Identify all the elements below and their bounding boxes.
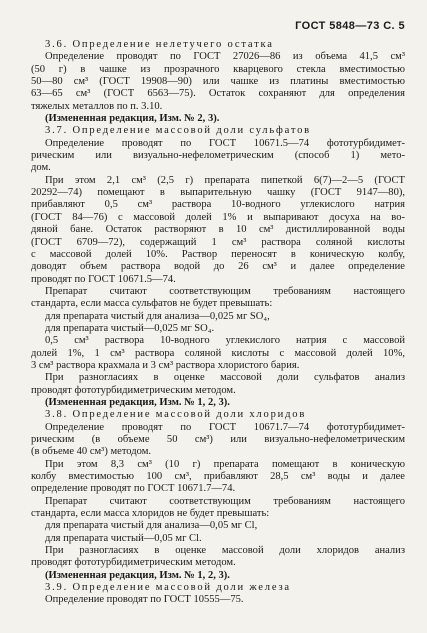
text-line: (Измененная редакция, Изм. № 2, 3).: [45, 113, 220, 125]
text-line: Определение проводят по ГОСТ 27026—86 из объема 41,5 см³: [45, 51, 405, 63]
text-line: (ГОСТ 84—76) с массовой долей 1% и выпаривают досуха на во-: [31, 211, 405, 223]
text-line: (в объеме 40 см³) методом.: [31, 446, 152, 458]
text-line: проводят фототурбидиметрическим методом.: [31, 384, 236, 396]
text-line: 0,5 см³ раствора 10-водного углекислого натрия с массовой: [45, 335, 405, 347]
text-line: При разногласиях в оценке массовой доли хлоридов анализ: [45, 545, 405, 557]
text-line: проводят по ГОСТ 10671.5—74.: [31, 273, 176, 285]
text-line: с массовой долей 10%. Раствор переносят в коническую колбу,: [31, 248, 405, 260]
text-line: Определение проводят по ГОСТ 10555—75.: [45, 594, 244, 606]
text-line: рическим или визуально-нефелометрическим (способ 1) мето-: [31, 150, 405, 162]
text-line: для препарата чистый для анализа—0,025 мг SO₄,: [45, 310, 270, 322]
text-line: (ГОСТ 6709—72), содержащий 1 см³ раствора соляной кислоты: [31, 236, 405, 248]
text-line: тяжелых металлов по п. 3.10.: [31, 100, 163, 112]
text-line: для препарата чистый—0,05 мг Cl.: [45, 532, 202, 544]
text-line: Препарат считают соответствующим требованиям настоящего: [45, 495, 405, 507]
text-line: При разногласиях в оценке массовой доли сульфатов анализ: [45, 372, 405, 384]
text-line: (50 г) в чашке из прозрачного кварцевого стекла вместимостью: [31, 63, 405, 75]
text-line: 50—80 см³ (ГОСТ 19908—90) или чашке из платины вместимостью: [31, 76, 405, 88]
text-line: определение проводят по ГОСТ 10671.7—74.: [31, 483, 236, 495]
text-line: стандарта, если масса сульфатов не будет превышать:: [31, 298, 273, 310]
text-line: 3.8. Определение массовой доли хлоридов: [45, 409, 307, 421]
text-line: долей 1%, 1 см³ раствора соляной кислоты с массовой долей 10%,: [31, 347, 405, 359]
text-line: рическим (в объеме 50 см³) или визуально-нефелометрическим: [31, 434, 405, 445]
text-line: стандарта, если масса хлоридов не будет превышать:: [31, 508, 270, 520]
text-line: (Измененная редакция, Изм. № 1, 2, 3).: [45, 396, 230, 408]
text-line: дяной бане. Остаток растворяют в 10 см³ дистиллированной воды: [31, 224, 405, 236]
text-line: доводят объем раствора водой до 26 см³ и далее определение: [31, 261, 405, 273]
text-line: При этом 8,3 см³ (10 г) препарата помещают в коническую: [45, 458, 405, 470]
text-line: для препарата чистый—0,025 мг SO₄.: [45, 322, 215, 334]
text-line: 20292—74) помещают в выпарительную чашку (ГОСТ 9147—80),: [31, 187, 405, 199]
text-line: Препарат считают соответствующим требованиям настоящего: [45, 285, 405, 297]
text-line: 63—65 см³ (ГОСТ 6563—75). Остаток сохраняют для определения: [31, 88, 405, 100]
text-line: (Измененная редакция, Изм. № 1, 2, 3).: [45, 569, 230, 581]
text-line: для препарата чистый для анализа—0,05 мг Cl,: [45, 520, 258, 532]
text-line: 3 см³ раствора крахмала и 3 см³ раствора хлористого бария.: [31, 359, 300, 371]
text-line: прибавляют 0,5 см³ раствора 10-водного углекислого натрия: [31, 199, 405, 211]
document-body: [31, 39, 405, 607]
text-line: колбу вместимостью 100 см³, прибавляют 28,5 см³ воды и далее: [31, 471, 405, 483]
text-line: проводят фототурбидиметрическим методом.: [31, 557, 236, 569]
text-line: 3.7. Определение массовой доли сульфатов: [45, 125, 311, 137]
text-line: Определение проводят по ГОСТ 10671.5—74 фототурбидимет-: [45, 137, 405, 149]
text-line: При этом 2,1 см³ (2,5 г) препарата пипеткой 6(7)—2—5 (ГОСТ: [45, 174, 405, 186]
text-line: дом.: [31, 162, 51, 174]
text-line: Определение проводят по ГОСТ 10671.7—74 фототурбидимет-: [45, 421, 405, 433]
page-header: ГОСТ 5848—73 С. 5: [295, 20, 405, 32]
text-line: 3.6. Определение нелетучего остатка: [45, 39, 274, 50]
text-line: 3.9. Определение массовой доли железа: [45, 582, 291, 594]
